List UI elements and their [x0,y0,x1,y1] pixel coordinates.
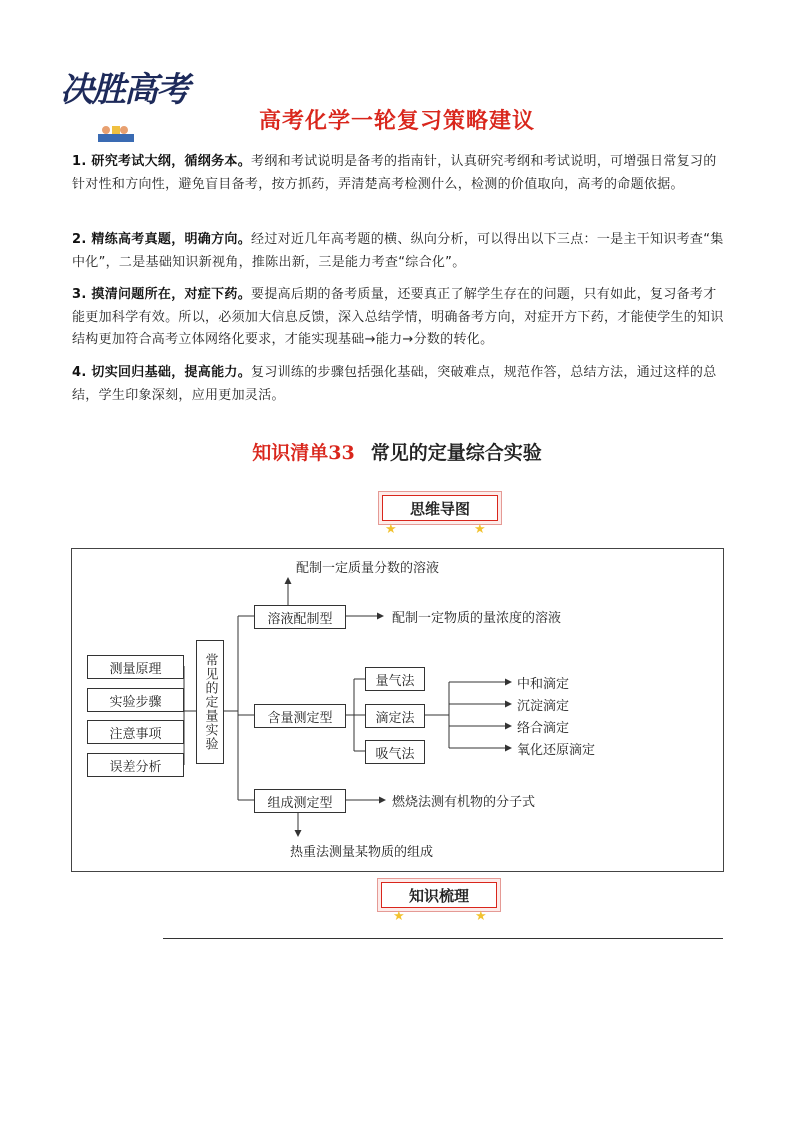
mindmap-node-gas-volume: 量气法 [365,667,425,691]
mindmap-node-principle: 测量原理 [87,655,184,679]
star-icon: ★ [474,522,486,537]
mindmap-badge-label: 思维导图 [382,495,498,521]
paragraph-heading: 1. 研究考试大纲，循纲务本。 [72,154,252,169]
mindmap-node-titration: 滴定法 [365,704,425,728]
mindmap-text-combustion: 燃烧法测有机物的分子式 [392,795,536,810]
mindmap-text-redox: 氧化还原滴定 [517,743,596,758]
mindmap-text-precipitation: 沉淀滴定 [517,699,570,714]
mindmap-text-mass-fraction: 配制一定质量分数的溶液 [296,561,440,576]
knowledge-badge [377,878,501,912]
mindmap-node-solution-prep: 溶液配制型 [254,605,346,629]
mindmap-node-gas-absorb: 吸气法 [365,740,425,764]
paragraph-body: 复习训练的步骤包括强化基础，突破难点，规范作答，总结方法，通过这样的总结，学生印象深刻，应用更加灵活。 [72,365,717,403]
divider-line [163,938,723,939]
paragraph-body: 考纲和考试说明是备考的指南针，认真研究考纲和考试说明，可增强日常复习的针对性和方向性，避免盲目备考，按方抓药，弄清楚高考检测什么，检测的价值取向，高考的命题依据。 [72,154,717,192]
section-name: 常见的定量综合实验 [370,442,542,464]
mindmap-node-error: 误差分析 [87,753,184,777]
mindmap-center-node [196,640,224,764]
paragraph-heading: 3. 摸清问题所在，对症下药。 [72,287,252,302]
star-icon: ★ [475,909,487,924]
paragraph-heading: 4. 切实回归基础，提高能力。 [72,365,252,380]
mindmap-text-molar-concentration: 配制一定物质的量浓度的溶液 [392,611,562,626]
section-label: 知识清单33 [252,442,355,464]
mindmap-text-complexation: 络合滴定 [517,721,570,736]
mindmap-center-label: 常见的定量实验 [202,653,218,751]
star-icon: ★ [393,909,405,924]
mindmap-node-content-determination: 含量测定型 [254,704,346,728]
paragraph-heading: 2. 精练高考真题，明确方向。 [72,232,252,247]
knowledge-badge-label: 知识梳理 [381,882,497,908]
paragraph-body: 要提高后期的备考质量，还要真正了解学生存在的问题，只有如此，复习备考才能更加科学有效。所以，必须加大信息反馈，深入总结学情，明确备考方向，对症开方下药，才能使学生的知识结构更加符合高考立体网络化要求，才能实现基础→能力→分数的转化。 [72,287,724,347]
mindmap-node-steps: 实验步骤 [87,688,184,712]
page-title: 高考化学一轮复习策略建议 [258,109,535,134]
mindmap-node-notes: 注意事项 [87,720,184,744]
paragraph-body: 经过对近几年高考题的横、纵向分析，可以得出以下三点：一是主干知识考查“集中化”，二是基础知识新视角，推陈出新，三是能力考查“综合化”。 [72,232,724,270]
mindmap-text-neutralization: 中和滴定 [517,677,570,692]
mindmap-text-thermogravimetric: 热重法测量某物质的组成 [290,845,434,860]
star-icon: ★ [385,522,397,537]
logo-text: 决胜高考 [60,70,188,110]
mindmap-node-composition: 组成测定型 [254,789,346,813]
